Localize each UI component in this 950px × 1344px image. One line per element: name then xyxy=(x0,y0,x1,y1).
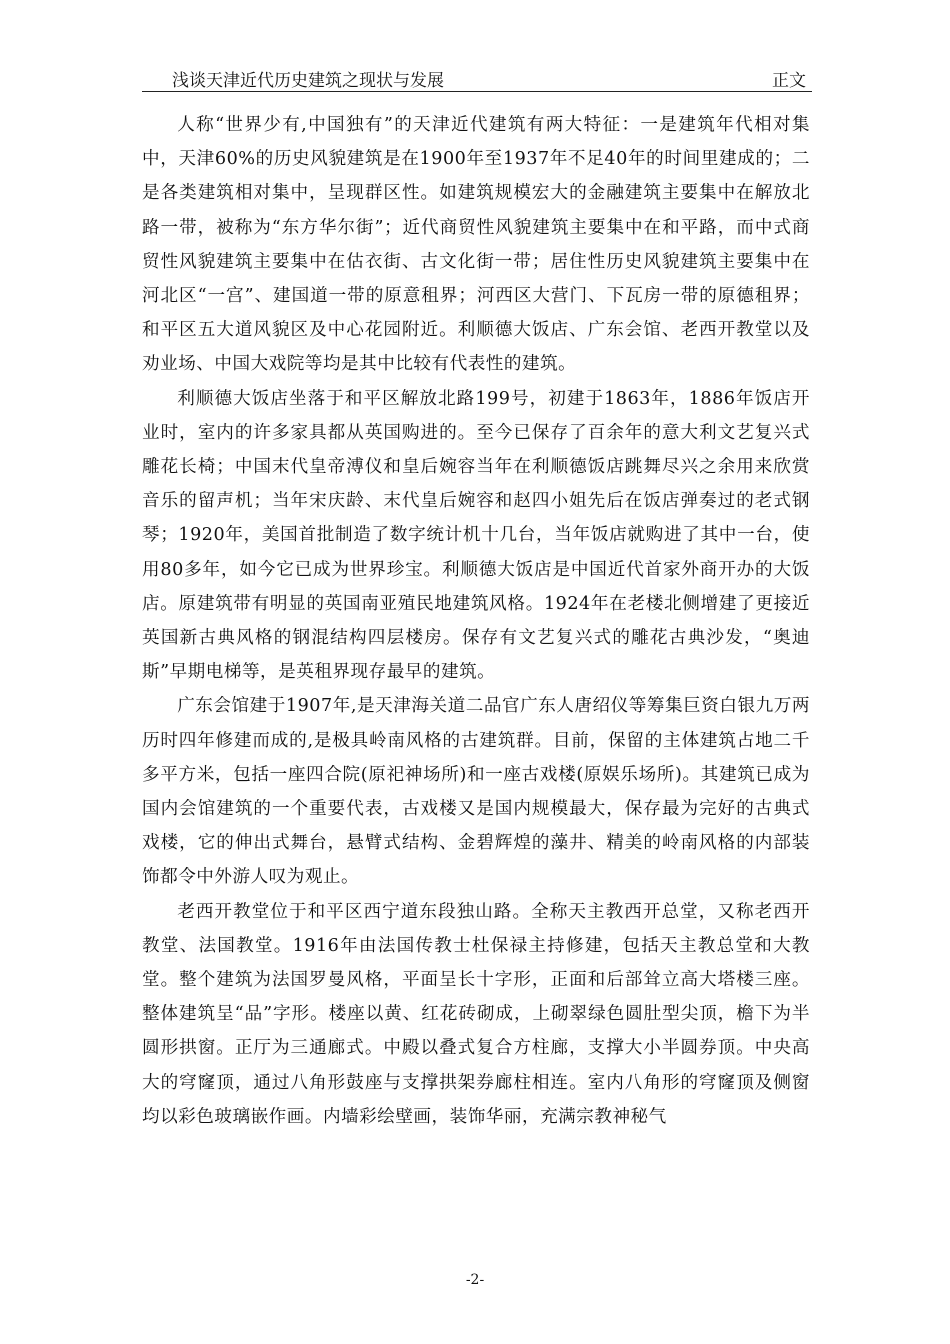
header-title: 浅谈天津近代历史建筑之现状与发展 xyxy=(172,71,444,91)
paragraph-1: 人称“世界少有,中国独有”的天津近代建筑有两大特征：一是建筑年代相对集中，天津60%的历史风貌建筑是在1900年至1937年不足40年的时间里建成的；二是各类建筑相对集中，呈现群区性。如建筑规模宏大的金融建筑主要集中在解放北路一带，被称为“东方华尔街”；近代商贸性风貌建筑主要集中在和平路，而中式商贸性风貌建筑主要集中在估衣街、古文化街一带；居住性历史风貌建筑主要集中在河北区“一宫”、建国道一带的原意租界；河西区大营门、下瓦房一带的原德租界；和平区五大道风貌区及中心花园附近。利顺德大饭店、广东会馆、老西开教堂以及劝业场、中国大戏院等均是其中比较有代表性的建筑。 xyxy=(142,115,810,375)
page-number: -2- xyxy=(465,1272,485,1288)
body-text xyxy=(142,108,810,1134)
header-section-label: 正文 xyxy=(772,71,806,91)
paragraph-4: 老西开教堂位于和平区西宁道东段独山路。全称天主教西开总堂，又称老西开教堂、法国教堂。1916年由法国传教士杜保禄主持修建，包括天主教总堂和大教堂。整个建筑为法国罗曼风格，平面呈长十字形，正面和后部耸立高大塔楼三座。整体建筑呈“品”字形。楼座以黄、红花砖砌成，上砌翠绿色圆肚型尖顶，檐下为半圆形拱窗。正厅为三通廊式。中殿以叠式复合方柱廊，支撑大小半圆券顶。中央高大的穹窿顶，通过八角形鼓座与支撑拱架券廊柱相连。室内八角形的穹窿顶及侧窗均以彩色玻璃嵌作画。内墙彩绘壁画，装饰华丽，充满宗教神秘气 xyxy=(142,901,810,1127)
paragraph-2: 利顺德大饭店坐落于和平区解放北路199号，初建于1863年，1886年饭店开业时，室内的许多家具都从英国购进的。至今已保存了百余年的意大利文艺复兴式雕花长椅；中国末代皇帝溥仪和皇后婉容当年在利顺德饭店跳舞尽兴之余用来欣赏音乐的留声机；当年宋庆龄、末代皇后婉容和赵四小姐先后在饭店弹奏过的老式钢琴；1920年，美国首批制造了数字统计机十几台，当年饭店就购进了其中一台，使用80多年，如今它已成为世界珍宝。利顺德大饭店是中国近代首家外商开办的大饭店。原建筑带有明显的英国南亚殖民地建筑风格。1924年在老楼北侧增建了更接近英国新古典风格的钢混结构四层楼房。保存有文艺复兴式的雕花古典沙发，“奥迪斯”早期电梯等，是英租界现存最早的建筑。 xyxy=(142,388,810,683)
page-header xyxy=(142,62,812,92)
paragraph-3: 广东会馆建于1907年,是天津海关道二品官广东人唐绍仪等筹集巨资白银九万两历时四年修建而成的,是极具岭南风格的古建筑群。目前，保留的主体建筑占地二千多平方米，包括一座四合院(原祀神场所)和一座古戏楼(原娱乐场所)。其建筑已成为国内会馆建筑的一个重要代表，古戏楼又是国内规模最大，保存最为完好的古典式戏楼，它的伸出式舞台，悬臂式结构、金碧辉煌的藻井、精美的岭南风格的内部装饰都令中外游人叹为观止。 xyxy=(142,696,810,888)
